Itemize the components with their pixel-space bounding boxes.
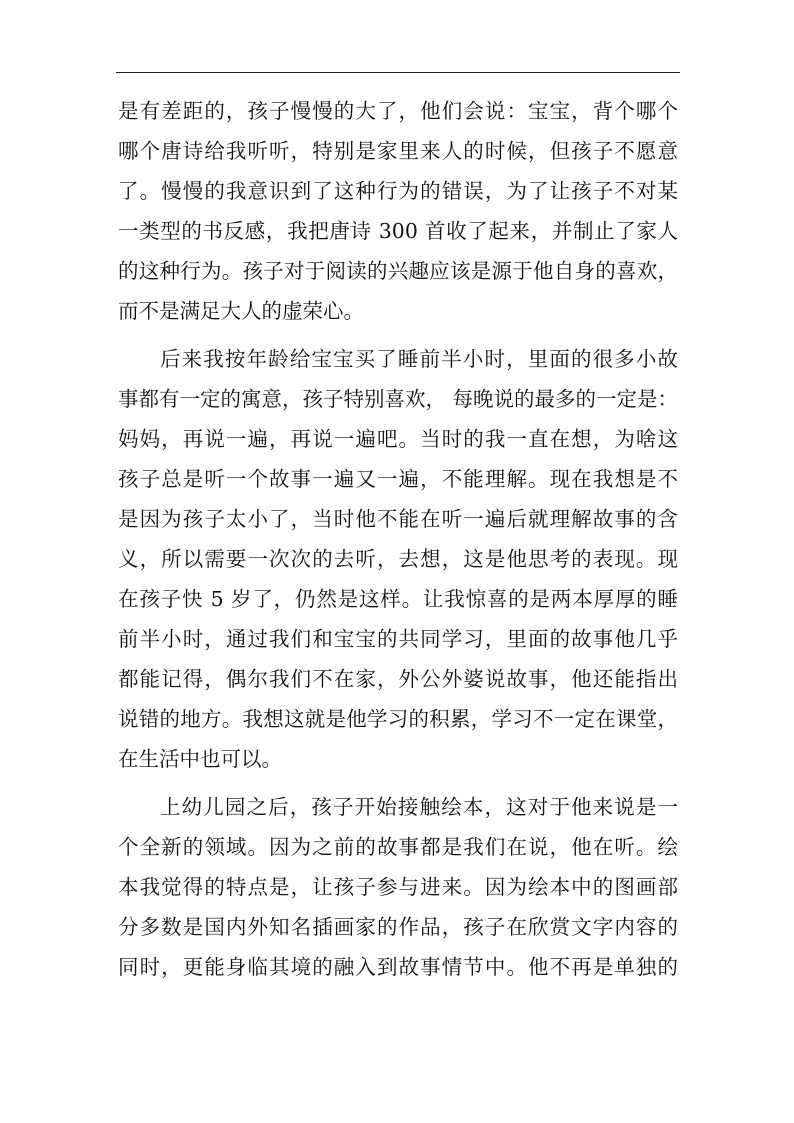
text-line: 个全新的领域。因为之前的故事都是我们在说，他在听。绘 [118, 835, 678, 859]
text-line: 义，所以需要一次次的去听，去想，这是他思考的表现。现 [118, 547, 678, 571]
text-line: 是因为孩子太小了，当时他不能在听一遍后就理解故事的含 [118, 507, 678, 531]
text-line: 了。慢慢的我意识到了这种行为的错误，为了让孩子不对某 [118, 179, 678, 203]
header-rule [116, 72, 680, 73]
text-line: 都能记得，偶尔我们不在家，外公外婆说故事，他还能指出 [118, 667, 678, 691]
text-line: 后来我按年龄给宝宝买了睡前半小时，里面的很多小故 [160, 347, 678, 371]
text-line: 同时，更能身临其境的融入到故事情节中。他不再是单独的 [118, 955, 678, 979]
text-line: 在孩子快 5 岁了，仍然是这样。让我惊喜的是两本厚厚的睡 [118, 587, 678, 611]
text-line: 上幼儿园之后，孩子开始接触绘本，这对于他来说是一 [160, 795, 678, 819]
document-body [118, 97, 678, 993]
text-line: 一类型的书反感，我把唐诗 300 首收了起来，并制止了家人 [118, 219, 678, 243]
text-line: 分多数是国内外知名插画家的作品，孩子在欣赏文字内容的 [118, 915, 678, 939]
paragraph-spacing [118, 337, 678, 345]
text-line: 妈妈，再说一遍，再说一遍吧。当时的我一直在想，为啥这 [118, 427, 678, 451]
text-line: 前半小时，通过我们和宝宝的共同学习，里面的故事他几乎 [118, 627, 678, 651]
text-line: 在生活中也可以。 [118, 747, 282, 771]
text-line: 哪个唐诗给我听听，特别是家里来人的时候，但孩子不愿意 [118, 139, 678, 163]
text-line: 而不是满足大人的虚荣心。 [118, 299, 364, 323]
text-line: 本我觉得的特点是，让孩子参与进来。因为绘本中的图画部 [118, 875, 678, 899]
text-line: 事都有一定的寓意，孩子特别喜欢， 每晚说的最多的一定是： [118, 387, 679, 411]
text-line: 的这种行为。孩子对于阅读的兴趣应该是源于他自身的喜欢， [118, 259, 678, 283]
paragraph-1 [118, 97, 678, 337]
paragraph-2 [118, 345, 678, 785]
text-line: 是有差距的，孩子慢慢的大了，他们会说：宝宝，背个哪个 [118, 99, 678, 123]
paragraph-3 [118, 793, 678, 993]
text-line: 孩子总是听一个故事一遍又一遍，不能理解。现在我想是不 [118, 467, 678, 491]
text-line: 说错的地方。我想这就是他学习的积累，学习不一定在课堂， [118, 707, 678, 731]
paragraph-spacing [118, 785, 678, 793]
